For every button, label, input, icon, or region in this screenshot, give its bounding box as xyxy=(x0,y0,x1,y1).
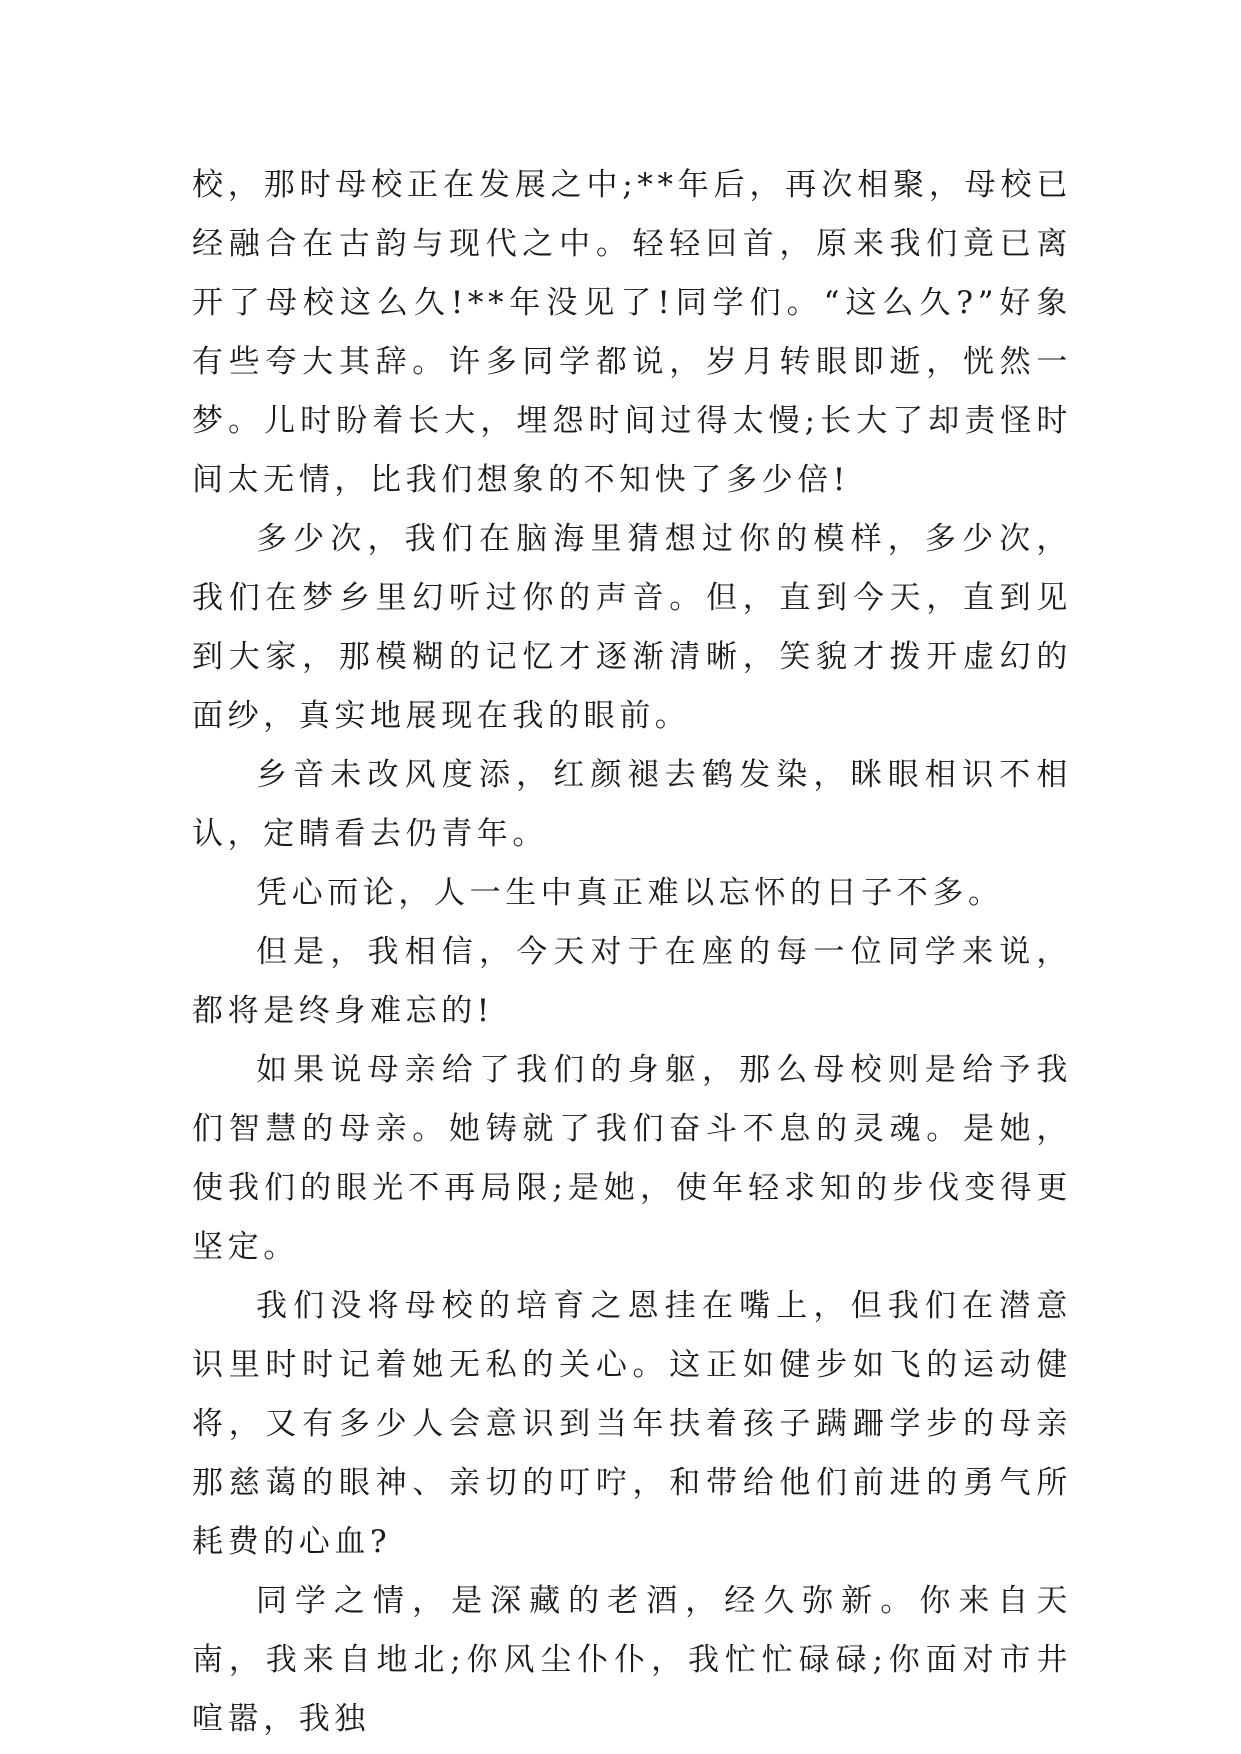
paragraph-3: 乡音未改风度添，红颜褪去鹤发染，眯眼相识不相认，定睛看去仍青年。 xyxy=(192,757,1072,852)
paragraph-1: 校，那时母校正在发展之中;**年后，再次相聚，母校已经融合在古韵与现代之中。轻轻回首，原来我们竟已离开了母校这么久!**年没见了!同学们。“这么久?”好象有些夸大其辞。许多同学都说，岁月转眼即逝，恍然一梦。儿时盼着长大，埋怨时间过得太慢;长大了却责怪时间太无情，比我们想象的不知快了多少倍! xyxy=(192,167,1072,498)
document-body xyxy=(192,156,1072,1749)
paragraph-7: 我们没将母校的培育之恩挂在嘴上，但我们在潜意识里时时记着她无私的关心。这正如健步如飞的运动健将，又有多少人会意识到当年扶着孩子蹒跚学步的母亲那慈蔼的眼神、亲切的叮咛，和带给他们前进的勇气所耗费的心血? xyxy=(192,1288,1072,1560)
paragraph-6: 如果说母亲给了我们的身躯，那么母校则是给予我们智慧的母亲。她铸就了我们奋斗不息的灵魂。是她，使我们的眼光不再局限;是她，使年轻求知的步伐变得更坚定。 xyxy=(192,1052,1072,1265)
paragraph-2: 多少次，我们在脑海里猜想过你的模样，多少次，我们在梦乡里幻听过你的声音。但，直到今天，直到见到大家，那模糊的记忆才逐渐清晰，笑貌才拨开虚幻的面纱，真实地展现在我的眼前。 xyxy=(192,521,1072,734)
paragraph-8: 同学之情，是深藏的老酒，经久弥新。你来自天南，我来自地北;你风尘仆仆，我忙忙碌碌;你面对市井喧嚣，我独 xyxy=(192,1583,1072,1737)
paragraph-5: 但是，我相信，今天对于在座的每一位同学来说，都将是终身难忘的! xyxy=(192,934,1072,1029)
paragraph-4: 凭心而论，人一生中真正难以忘怀的日子不多。 xyxy=(256,875,1004,911)
